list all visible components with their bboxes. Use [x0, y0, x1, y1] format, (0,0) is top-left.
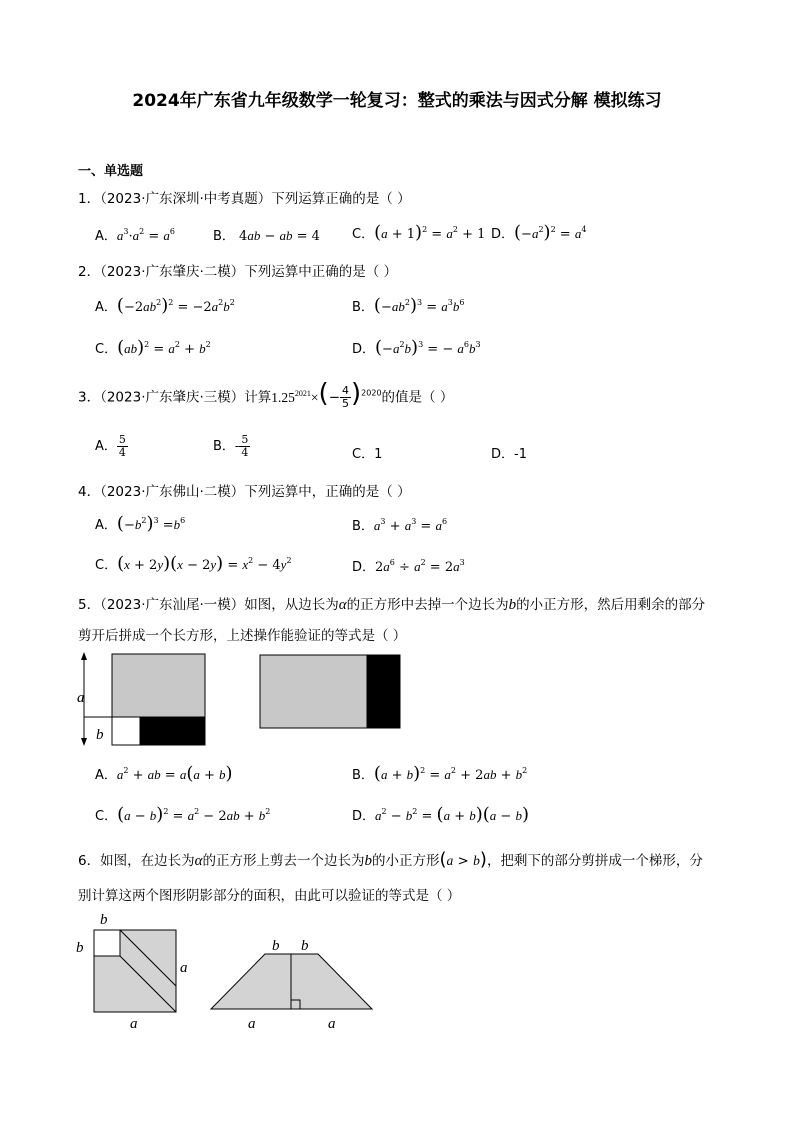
q5-black-strip: [140, 717, 205, 745]
question-3: 3．（2023·广东肇庆·三模）计算$1.25^{2021}\times(-$ $\frac{4}{5}$ )$^{2020}$的值是（ ）: [78, 378, 454, 410]
q4-option-b[interactable]: B．$a^3 + a^3 = a^6$: [352, 517, 448, 534]
q4-option-d[interactable]: D．$2a^6 \div a^2 = 2a^3$: [352, 558, 465, 575]
q6-label-b-left: b: [76, 940, 84, 956]
q2-option-c[interactable]: C．$(ab)^2 = a^2 + b^2$: [95, 337, 211, 358]
question-4: 4．（2023·广东佛山·二模）下列运算中，正确的是（ ）: [78, 484, 411, 500]
q3-option-c[interactable]: C．1: [352, 447, 383, 462]
q6-label-a-1: a: [248, 1016, 256, 1032]
q2-option-a[interactable]: A．$(-2ab^2)^2 = -2a^2b^2$: [95, 295, 235, 316]
q4-option-a[interactable]: A．$(-b^2)^3 =b^6$: [95, 513, 186, 534]
q6-label-b-1: b: [272, 938, 280, 954]
q5-rect-black: [367, 655, 400, 728]
q6-figure: [72, 908, 392, 1033]
q6-small-square: [94, 930, 120, 956]
question-6-line2: 别计算这两个图形阴影部分的面积，由此可以验证的等式是（ ）: [78, 888, 461, 904]
q1-option-c[interactable]: C．$(a + 1)^2 = a^2 + 1$: [352, 222, 486, 243]
q6-label-b-top: b: [100, 912, 108, 928]
question-5: 5．（2023·广东汕尾·一模）如图，从边长为α的正方形中去掉一个边长为b的小正方形，然后用剩余的部分: [78, 597, 706, 613]
q2-option-b[interactable]: B．$(-ab^2)^3 = a^3b^6$: [352, 295, 465, 316]
q5-arrow-top: [81, 652, 87, 660]
q3-option-a[interactable]: A． $\frac{5}{4}$: [95, 433, 126, 459]
page-title: 2024年广东省九年级数学一轮复习：整式的乘法与因式分解 模拟练习: [132, 91, 662, 111]
q4-option-c[interactable]: C．$(x + 2y)(x - 2y) = x^2 - 4y^2$: [95, 553, 292, 574]
q6-label-a-bottom: a: [130, 1016, 138, 1032]
q5-option-d[interactable]: D．$a^2 - b^2 = (a + b)(a - b)$: [352, 804, 529, 825]
q1-option-b[interactable]: B． 4ab − ab = 4: [213, 228, 320, 244]
q5-option-c[interactable]: C．$(a - b)^2 = a^2 - 2ab + b^2$: [95, 804, 271, 825]
q5-option-a[interactable]: A．$a^2$ + ab = a(a + b): [95, 763, 233, 784]
q5-figure: [74, 650, 414, 750]
question-2: 2．（2023·广东肇庆·二模）下列运算中正确的是（ ）: [78, 264, 398, 280]
q6-label-b-2: b: [301, 938, 309, 954]
q6-label-a-right: a: [180, 960, 188, 976]
q1-option-a[interactable]: A．$a^3\cdot a^2 = a^6$: [95, 227, 175, 244]
q5-small-square: [112, 717, 140, 745]
q5-arrow-bottom: [81, 738, 87, 746]
question-5-line2: 剪开后拼成一个长方形，上述操作能验证的等式是（ ）: [78, 628, 407, 644]
q5-label-a: a: [77, 690, 85, 706]
section-heading: 一、单选题: [78, 164, 144, 179]
q3-option-b[interactable]: B．- $\frac{5}{4}$: [213, 433, 249, 459]
q5-rect-gray: [260, 655, 367, 728]
q1-option-d[interactable]: D．$(-a^2)^2 = a^4$: [491, 222, 587, 243]
q3-option-d[interactable]: D．-1: [491, 447, 527, 462]
question-6: 6．如图，在边长为α的正方形上剪去一个边长为b的小正方形(a > b)，把剩下的部分剪拼成一个梯形，分: [78, 849, 703, 870]
q5-option-b[interactable]: B．$(a + b)^2 = a^2 + 2ab + b^2$: [352, 763, 528, 784]
q2-option-d[interactable]: D．$(-a^2b)^3$ = − $a^6b^3$: [352, 337, 481, 358]
q6-label-a-2: a: [328, 1016, 336, 1032]
question-1: 1．（2023·广东深圳·中考真题）下列运算正确的是（ ）: [78, 191, 411, 207]
q5-label-b: b: [96, 727, 104, 743]
q5-large-gray-rect: [112, 654, 205, 717]
